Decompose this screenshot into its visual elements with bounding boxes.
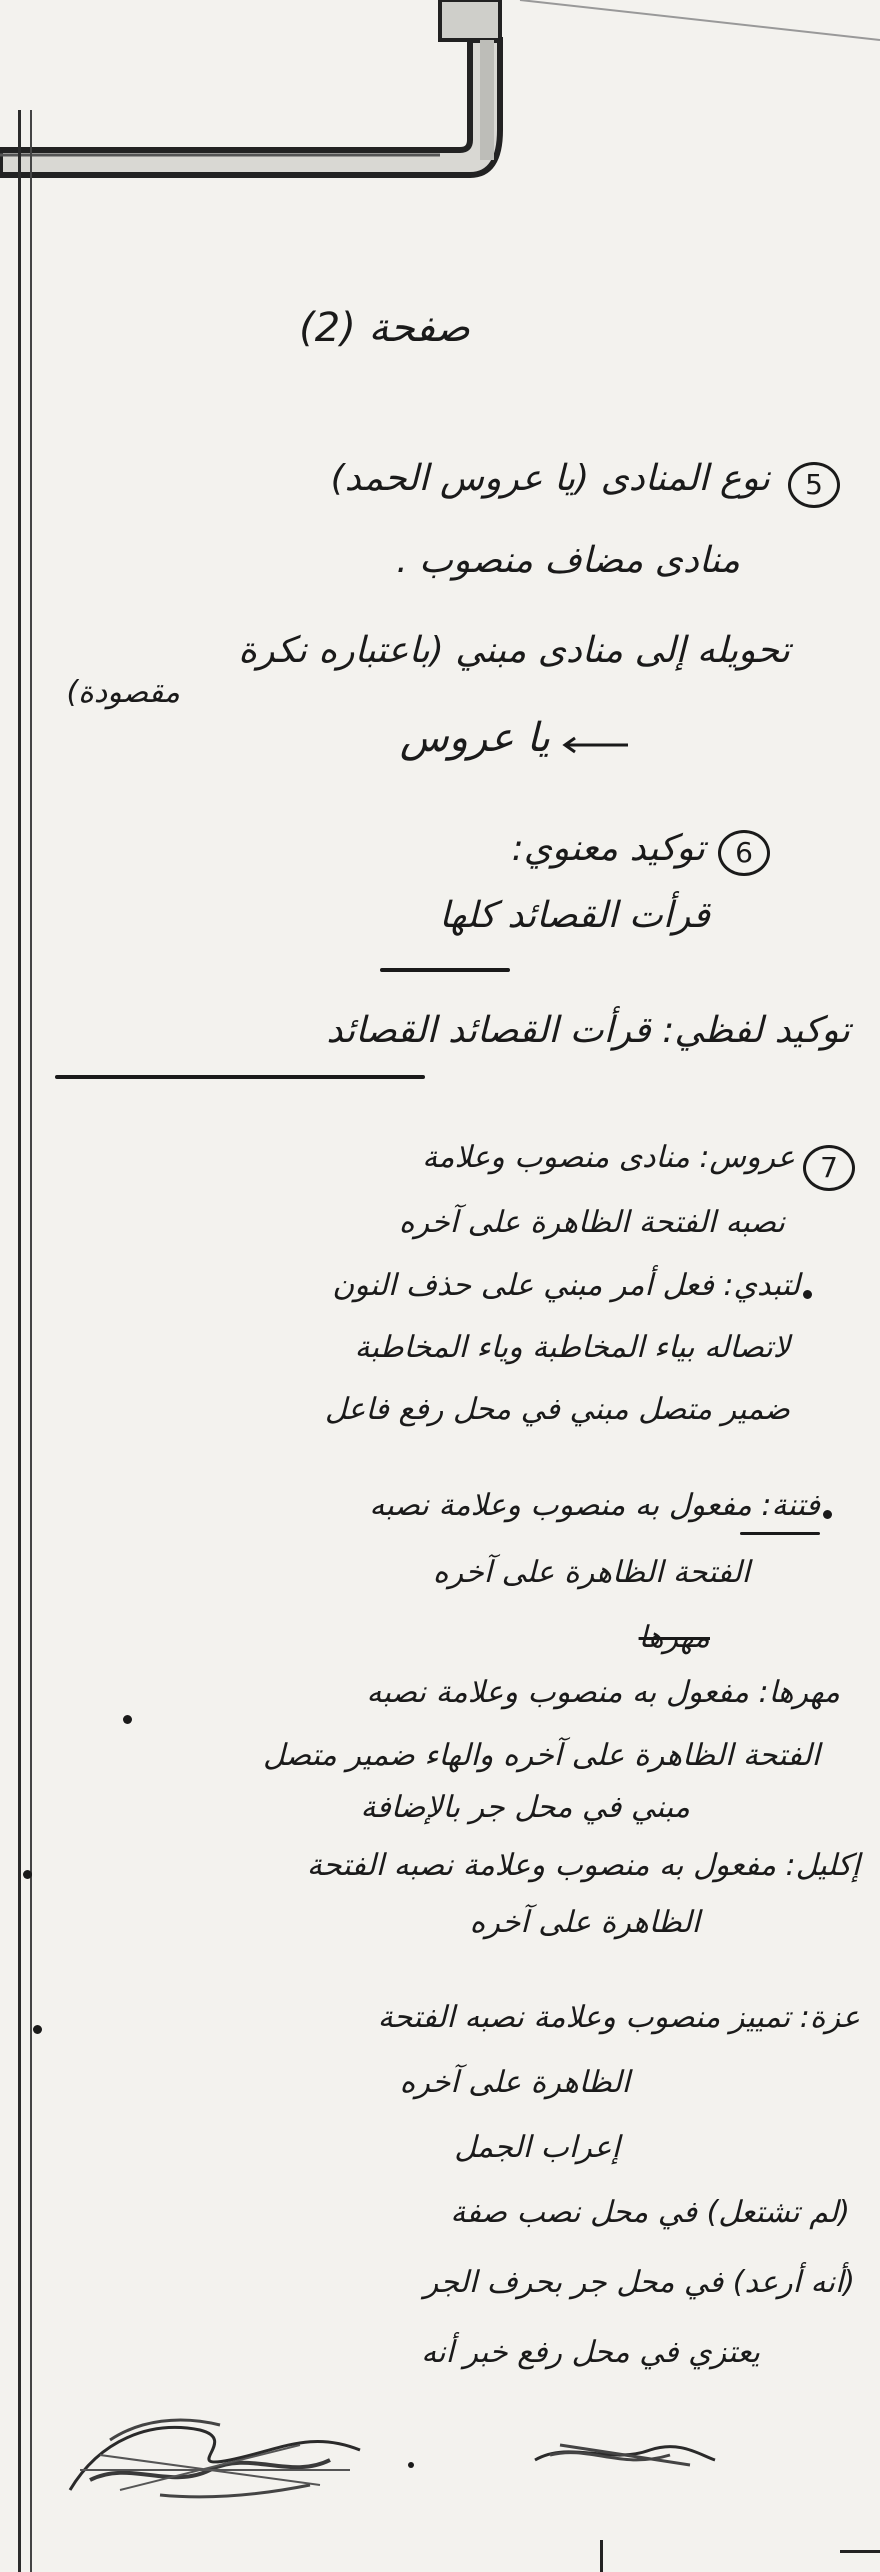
q7-iklil-1: إكليل: مفعول به منصوب وعلامة نصبه الفتحة: [306, 1848, 860, 1883]
q7-arous-2: نصبه الفتحة الظاهرة على آخره: [398, 1205, 785, 1240]
q7-mahraha-1: مهرها: مفعول به منصوب وعلامة نصبه: [366, 1675, 840, 1710]
q7-iklil-2: الظاهرة على آخره: [469, 1905, 700, 1940]
fitna-underline: [740, 1532, 820, 1535]
bullet-fitna: [823, 1510, 832, 1519]
q5-line-3: تحويله إلى منادى مبني (باعتباره نكرة: [238, 630, 790, 671]
arrow-icon: [560, 735, 630, 755]
q5-line-2: منادى مضاف منصوب .: [396, 540, 740, 581]
q7-izza-2: الظاهرة على آخره: [399, 2065, 630, 2100]
q5-line-3-note: مقصودة): [66, 675, 180, 710]
q7-mahraha-3: مبني في محل جر بالإضافة: [360, 1790, 690, 1825]
margin-line-inner: [30, 110, 32, 2572]
q7-struck-word: مهرها: [638, 1620, 710, 1655]
q7-jumal-3: يعتزي في محل رفع خبر أنه: [421, 2335, 760, 2370]
signature-scribble-right: [530, 2425, 720, 2485]
q7-jumal-2: (أنه أرعد) في محل جر بحرف الجر: [423, 2265, 855, 2300]
bullet-izza: [33, 2025, 42, 2034]
signature-scribble-left: [60, 2400, 390, 2510]
bottom-edge-mark: [600, 2540, 603, 2572]
margin-line: [18, 110, 21, 2572]
q7-fitna-1: فتنة: مفعول به منصوب وعلامة نصبه: [369, 1488, 820, 1523]
page-number-heading: صفحة (2): [299, 305, 470, 351]
q7-izza-1: عزة: تمييز منصوب وعلامة نصبه الفتحة: [377, 2000, 860, 2035]
q7-mahraha-2: الفتحة الظاهرة على آخره والهاء ضمير متصل: [263, 1738, 820, 1773]
bullet-litubdi: [803, 1290, 812, 1299]
signature-dot: [408, 2462, 414, 2468]
q6-sentence-underline: [380, 968, 510, 972]
question-5-number: 5: [788, 462, 840, 508]
q7-litubdi-1: لتبدي: فعل أمر مبني على حذف النون: [332, 1268, 800, 1303]
q7-arous-1: عروس: منادى منصوب وعلامة: [422, 1140, 795, 1175]
q6-lafzi: توكيد لفظي: قرأت القصائد القصائد: [326, 1010, 850, 1051]
question-7-number: 7: [803, 1145, 855, 1191]
bullet-mahraha: [123, 1715, 132, 1724]
q6-lafzi-underline: [55, 1075, 425, 1079]
q7-jumal-title: إعراب الجمل: [454, 2130, 620, 2165]
q6-label: توكيد معنوي:: [511, 828, 705, 869]
q7-fitna-2: الفتحة الظاهرة على آخره: [432, 1555, 750, 1590]
q5-answer: يا عروس: [399, 715, 550, 761]
q7-jumal-1: (لم تشتعل) في محل نصب صفة: [450, 2195, 850, 2230]
q5-line-1: نوع المنادى (يا عروس الحمد): [330, 458, 770, 499]
bottom-corner-mark: [840, 2550, 880, 2553]
q7-litubdi-3: ضمير متصل مبني في محل رفع فاعل: [324, 1392, 790, 1427]
binder-clip: [0, 0, 880, 200]
bullet-iklil: [23, 1870, 32, 1879]
q6-sentence: قرأت القصائد كلها: [439, 895, 710, 936]
q7-litubdi-2: لاتصاله بياء المخاطبة وياء المخاطبة: [354, 1330, 790, 1365]
question-6-number: 6: [718, 830, 770, 876]
